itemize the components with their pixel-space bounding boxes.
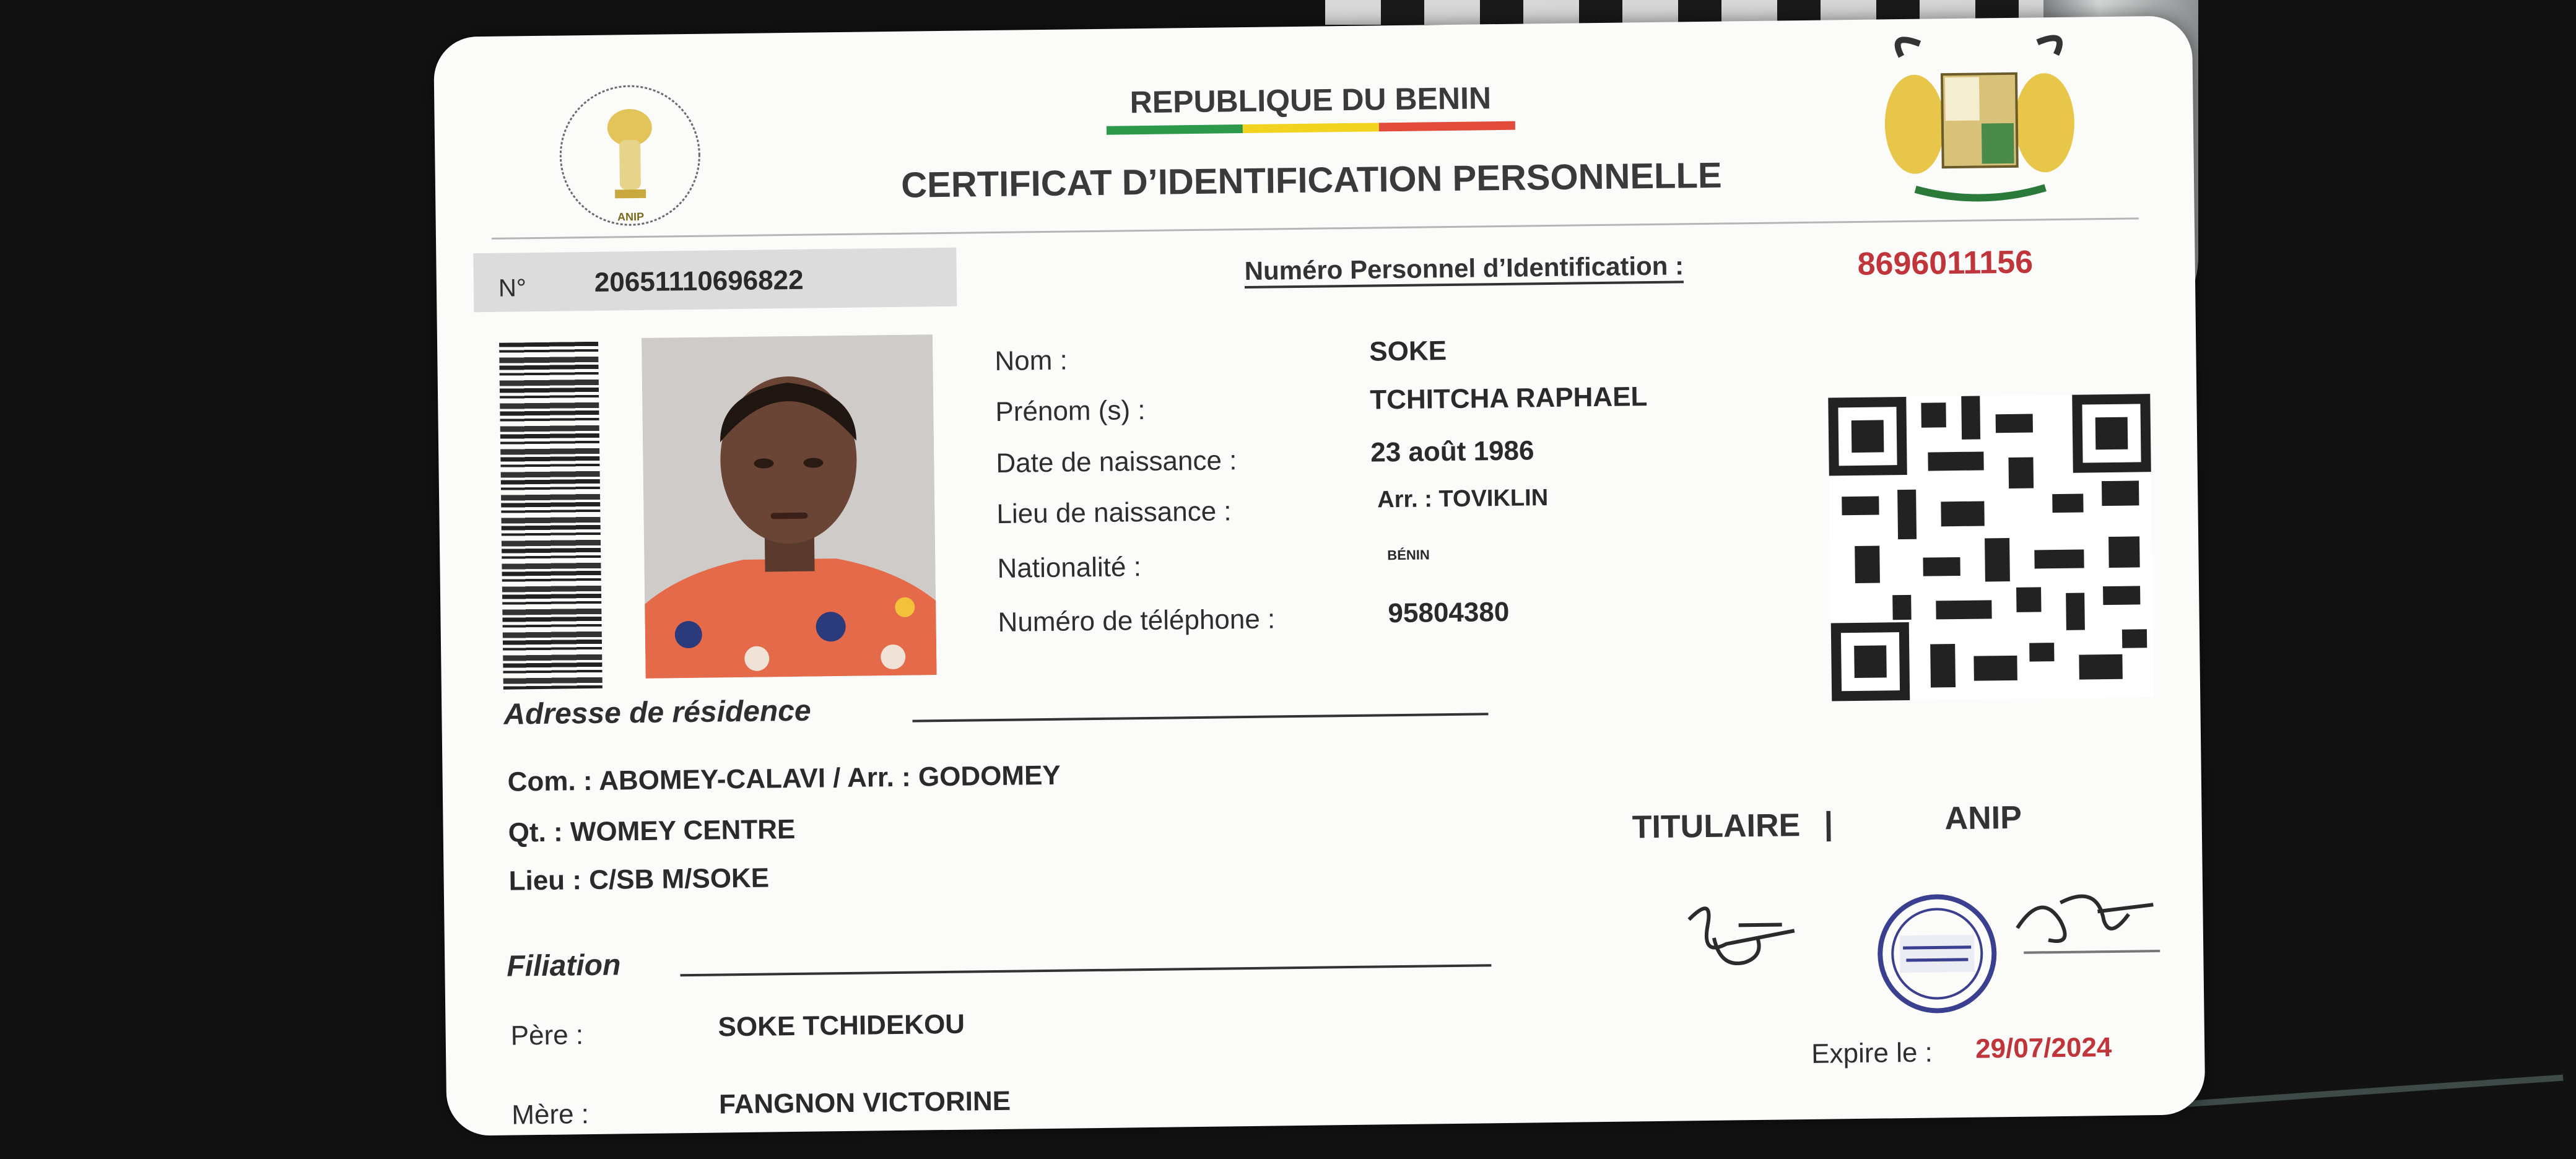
header-divider xyxy=(492,217,2139,239)
official-stamp-icon xyxy=(1874,891,1999,1016)
npi-number: 8696011156 xyxy=(1857,244,2034,282)
portrait-photo xyxy=(642,334,937,679)
address-underline xyxy=(913,713,1489,722)
filiation-heading: Filiation xyxy=(507,948,621,983)
titulaire-signature-icon xyxy=(1676,887,1814,982)
phone-label: Numéro de téléphone : xyxy=(998,604,1276,638)
nationality-value: BÉNIN xyxy=(1387,547,1430,563)
address-quartier: Qt. : WOMEY CENTRE xyxy=(508,814,796,848)
mere-label: Mère : xyxy=(511,1099,590,1131)
nationality-label: Nationalité : xyxy=(997,552,1142,584)
phone-value: 95804380 xyxy=(1388,596,1510,629)
qr-code-icon xyxy=(1828,394,2154,701)
dob-label: Date de naissance : xyxy=(996,445,1237,479)
pere-label: Père : xyxy=(510,1020,584,1051)
card-number-label: N° xyxy=(498,274,527,302)
address-commune: Com. : ABOMEY-CALAVI / Arr. : GODOMEY xyxy=(507,760,1061,797)
prenom-value: TCHITCHA RAPHAEL xyxy=(1369,381,1648,415)
nom-value: SOKE xyxy=(1369,336,1447,367)
dob-value: 23 août 1986 xyxy=(1370,435,1534,468)
anip-signature-icon xyxy=(2004,877,2179,971)
document-title: CERTIFICAT D’IDENTIFICATION PERSONNELLE xyxy=(900,155,1722,206)
mere-value: FANGNON VICTORINE xyxy=(718,1085,1011,1120)
expiry-date: 29/07/2024 xyxy=(1975,1032,2112,1064)
barcode-icon xyxy=(499,342,603,690)
flag-stripe xyxy=(1107,121,1515,135)
npi-label: Numéro Personnel d’Identification : xyxy=(1244,251,1684,289)
pere-value: SOKE TCHIDEKOU xyxy=(718,1009,965,1043)
pob-label: Lieu de naissance : xyxy=(996,496,1232,529)
titulaire-label: TITULAIRE xyxy=(1632,807,1801,846)
pob-value: Arr. : TOVIKLIN xyxy=(1377,485,1549,513)
prenom-label: Prénom (s) : xyxy=(995,395,1146,427)
svg-text:ANIP: ANIP xyxy=(617,210,645,224)
expiry-label: Expire le : xyxy=(1811,1037,1933,1069)
signature-separator: | xyxy=(1824,805,1834,842)
filiation-underline xyxy=(681,964,1492,976)
address-lieu: Lieu : C/SB M/SOKE xyxy=(508,862,770,896)
card-number: 20651110696822 xyxy=(594,264,804,298)
republic-title: REPUBLIQUE DU BENIN xyxy=(1129,80,1492,120)
nom-label: Nom : xyxy=(994,345,1068,376)
id-card xyxy=(433,15,2205,1136)
anip-label: ANIP xyxy=(1944,799,2022,837)
address-heading: Adresse de résidence xyxy=(503,694,811,731)
